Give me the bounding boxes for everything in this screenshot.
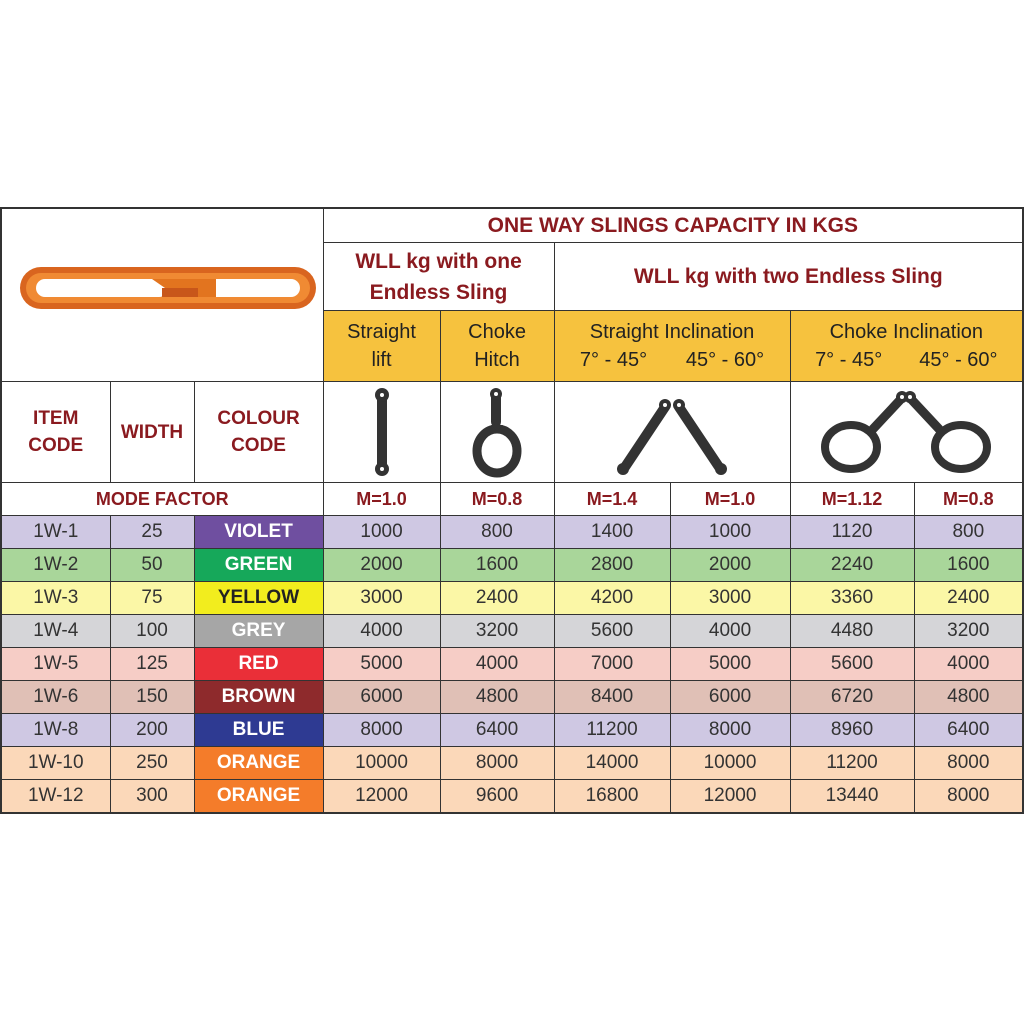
capacity-cell: 2400 <box>914 582 1023 615</box>
width-cell: 125 <box>110 648 194 681</box>
colour-code-line-2: CODE <box>231 435 286 456</box>
capacity-cell: 6720 <box>790 681 914 714</box>
straight-inclination-icon-cell <box>554 382 790 483</box>
straight-lift-icon <box>367 385 397 479</box>
capacity-cell: 6400 <box>914 714 1023 747</box>
choke-hitch-line-1: Choke <box>468 321 526 343</box>
one-sling-header <box>323 243 554 311</box>
item-code-cell: 1W-8 <box>1 714 110 747</box>
item-code-cell: 1W-12 <box>1 780 110 814</box>
choke-inclination-label: Choke Inclination <box>829 321 984 343</box>
capacity-cell: 12000 <box>670 780 790 814</box>
width-header: WIDTH <box>110 382 194 483</box>
capacity-cell: 2400 <box>440 582 554 615</box>
capacity-cell: 3200 <box>914 615 1023 648</box>
capacity-cell: 1400 <box>554 516 670 549</box>
mode-factor-value: M=1.0 <box>323 483 440 516</box>
width-cell: 300 <box>110 780 194 814</box>
colour-code-cell: VIOLET <box>194 516 323 549</box>
capacity-cell: 800 <box>914 516 1023 549</box>
colour-code-cell: ORANGE <box>194 747 323 780</box>
width-cell: 50 <box>110 549 194 582</box>
capacity-cell: 4480 <box>790 615 914 648</box>
straight-angle-low: 7° - 45° <box>579 349 648 371</box>
capacity-cell: 6000 <box>670 681 790 714</box>
capacity-cell: 12000 <box>323 780 440 814</box>
width-cell: 250 <box>110 747 194 780</box>
capacity-cell: 1120 <box>790 516 914 549</box>
capacity-cell: 6000 <box>323 681 440 714</box>
capacity-cell: 8000 <box>914 780 1023 814</box>
item-code-line-2: CODE <box>28 435 84 456</box>
capacity-cell: 8000 <box>914 747 1023 780</box>
mode-factor-label: MODE FACTOR <box>1 483 323 516</box>
straight-angle-high: 45° - 60° <box>685 349 765 371</box>
capacity-cell: 10000 <box>670 747 790 780</box>
capacity-cell: 6400 <box>440 714 554 747</box>
colour-code-line-1: COLOUR <box>217 408 300 429</box>
straight-lift-line-2: lift <box>371 349 392 371</box>
item-code-line-1: ITEM <box>33 408 79 429</box>
capacity-cell: 4000 <box>914 648 1023 681</box>
capacity-cell: 1600 <box>914 549 1023 582</box>
table-row <box>1 780 1023 814</box>
choke-hitch-line-2: Hitch <box>474 349 520 371</box>
width-cell: 150 <box>110 681 194 714</box>
table-row <box>1 681 1023 714</box>
capacity-cell: 1000 <box>670 516 790 549</box>
colour-code-cell: YELLOW <box>194 582 323 615</box>
item-code-header <box>1 382 110 483</box>
capacity-cell: 4800 <box>440 681 554 714</box>
mode-factor-value: M=1.0 <box>670 483 790 516</box>
colour-code-cell: RED <box>194 648 323 681</box>
capacity-cell: 8000 <box>670 714 790 747</box>
sling-logo-icon <box>2 209 322 381</box>
choke-hitch-icon <box>467 385 527 479</box>
table-row <box>1 549 1023 582</box>
choke-angle-high: 45° - 60° <box>919 349 998 371</box>
choke-inclination-header <box>790 311 1023 382</box>
colour-code-cell: GREEN <box>194 549 323 582</box>
capacity-cell: 4200 <box>554 582 670 615</box>
table-row <box>1 582 1023 615</box>
capacity-rows <box>1 516 1023 814</box>
capacity-cell: 3000 <box>323 582 440 615</box>
capacity-cell: 11200 <box>554 714 670 747</box>
capacity-cell: 13440 <box>790 780 914 814</box>
two-sling-label: WLL kg with two Endless Sling <box>633 265 943 288</box>
item-code-cell: 1W-1 <box>1 516 110 549</box>
colour-code-cell: ORANGE <box>194 780 323 814</box>
straight-lift-icon-cell <box>323 382 440 483</box>
sling-logo-cell <box>1 208 323 382</box>
capacity-cell: 2240 <box>790 549 914 582</box>
capacity-cell: 8400 <box>554 681 670 714</box>
capacity-cell: 5600 <box>790 648 914 681</box>
capacity-cell: 4000 <box>440 648 554 681</box>
capacity-cell: 2000 <box>670 549 790 582</box>
capacity-cell: 4000 <box>323 615 440 648</box>
mode-factor-value: M=1.4 <box>554 483 670 516</box>
straight-inclination-label: Straight Inclination <box>589 321 755 343</box>
mode-factor-value: M=0.8 <box>440 483 554 516</box>
width-cell: 100 <box>110 615 194 648</box>
item-code-cell: 1W-4 <box>1 615 110 648</box>
width-cell: 200 <box>110 714 194 747</box>
capacity-cell: 5000 <box>323 648 440 681</box>
capacity-cell: 11200 <box>790 747 914 780</box>
capacity-table <box>0 207 1024 814</box>
capacity-cell: 8000 <box>323 714 440 747</box>
capacity-cell: 3200 <box>440 615 554 648</box>
capacity-cell: 8960 <box>790 714 914 747</box>
straight-inclination-icon <box>597 385 747 479</box>
capacity-cell: 800 <box>440 516 554 549</box>
choke-hitch-icon-cell <box>440 382 554 483</box>
capacity-cell: 14000 <box>554 747 670 780</box>
mode-factor-value: M=1.12 <box>790 483 914 516</box>
capacity-cell: 3360 <box>790 582 914 615</box>
table-row <box>1 747 1023 780</box>
capacity-cell: 2800 <box>554 549 670 582</box>
item-code-cell: 1W-6 <box>1 681 110 714</box>
colour-code-cell: BROWN <box>194 681 323 714</box>
capacity-cell: 9600 <box>440 780 554 814</box>
colour-code-header <box>194 382 323 483</box>
capacity-cell: 7000 <box>554 648 670 681</box>
table-row <box>1 648 1023 681</box>
colour-code-cell: GREY <box>194 615 323 648</box>
capacity-cell: 5000 <box>670 648 790 681</box>
straight-inclination-header <box>554 311 790 382</box>
capacity-sheet <box>0 207 1024 818</box>
item-code-cell: 1W-5 <box>1 648 110 681</box>
capacity-cell: 5600 <box>554 615 670 648</box>
capacity-cell: 2000 <box>323 549 440 582</box>
table-row <box>1 615 1023 648</box>
two-sling-header <box>554 243 1023 311</box>
capacity-cell: 16800 <box>554 780 670 814</box>
capacity-cell: 8000 <box>440 747 554 780</box>
mode-factor-value: M=0.8 <box>914 483 1023 516</box>
item-code-cell: 1W-2 <box>1 549 110 582</box>
capacity-cell: 4800 <box>914 681 1023 714</box>
width-cell: 75 <box>110 582 194 615</box>
table-row <box>1 714 1023 747</box>
straight-lift-header <box>323 311 440 382</box>
choke-angle-low: 7° - 45° <box>815 349 883 371</box>
width-cell: 25 <box>110 516 194 549</box>
straight-lift-line-1: Straight <box>347 321 416 343</box>
capacity-cell: 3000 <box>670 582 790 615</box>
table-title: ONE WAY SLINGS CAPACITY IN KGS <box>323 208 1023 243</box>
item-code-cell: 1W-10 <box>1 747 110 780</box>
choke-inclination-icon <box>811 385 1001 479</box>
capacity-cell: 4000 <box>670 615 790 648</box>
one-sling-label: WLL kg with one Endless Sling <box>355 249 522 304</box>
capacity-cell: 1000 <box>323 516 440 549</box>
table-row <box>1 516 1023 549</box>
choke-hitch-header <box>440 311 554 382</box>
colour-code-cell: BLUE <box>194 714 323 747</box>
choke-inclination-icon-cell <box>790 382 1023 483</box>
capacity-cell: 10000 <box>323 747 440 780</box>
capacity-cell: 1600 <box>440 549 554 582</box>
item-code-cell: 1W-3 <box>1 582 110 615</box>
